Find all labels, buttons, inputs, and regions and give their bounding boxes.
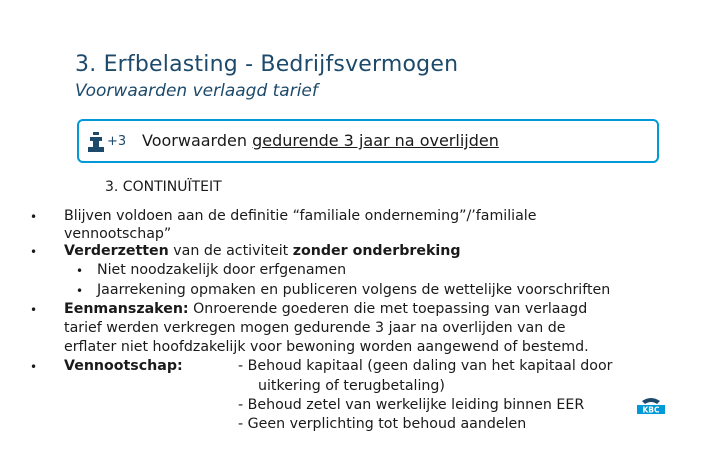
list-item-text: erflater niet hoofdzakelijk voor bewoning worden aangewend of bestemd. bbox=[64, 339, 589, 355]
banner-text-emphasis: gedurende 3 jaar na overlijden bbox=[252, 131, 499, 150]
list-item-text: vennootschap” bbox=[64, 226, 172, 242]
bullet-icon: • bbox=[30, 245, 38, 259]
list-item-keyword: Eenmanszaken: bbox=[64, 301, 189, 317]
sub-list-item-text: Niet noodzakelijk door erfgenamen bbox=[97, 262, 347, 278]
list-item-text: Blijven voldoen aan de definitie “familiale onderneming”/’familiale bbox=[64, 208, 537, 224]
sub-list-item-text: Jaarrekening opmaken en publiceren volgens de wettelijke voorschriften bbox=[97, 282, 611, 298]
list-item-keyword: zonder onderbreking bbox=[292, 243, 461, 259]
section-heading: 3. CONTINUÏTEIT bbox=[105, 179, 222, 195]
list-item-keyword bbox=[64, 357, 183, 377]
bullet-icon: • bbox=[30, 210, 38, 224]
slide-title: 3. Erfbelasting - Bedrijfsvermogen bbox=[75, 52, 459, 77]
list-item-keyword-text: Vennootschap: bbox=[64, 358, 183, 374]
list-item-mid: van de activiteit bbox=[168, 243, 293, 259]
list-item-rest: Onroerende goederen die met toepassing van verlaagd bbox=[188, 301, 588, 317]
sub-bullet-icon: • bbox=[76, 264, 84, 278]
list-item-keyword: Verderzetten bbox=[64, 243, 169, 259]
list-item-text: - Behoud kapitaal (geen daling van het kapitaal door bbox=[238, 358, 613, 374]
bullet-icon: • bbox=[30, 360, 38, 374]
sub-bullet-icon: • bbox=[76, 284, 84, 298]
list-item-text bbox=[64, 242, 461, 262]
conditions-banner bbox=[77, 119, 659, 163]
list-item-text bbox=[64, 300, 587, 320]
slide-subtitle: Voorwaarden verlaagd tarief bbox=[75, 81, 318, 101]
plus-three-years-icon bbox=[87, 131, 127, 153]
list-item-text: - Geen verplichting tot behoud aandelen bbox=[238, 416, 527, 432]
bullet-icon: • bbox=[30, 303, 38, 317]
kbc-logo bbox=[636, 397, 666, 415]
banner-text bbox=[142, 131, 499, 150]
list-item-text: uitkering of terugbetaling) bbox=[258, 378, 445, 394]
list-item-text: - Behoud zetel van werkelijke leiding binnen EER bbox=[238, 397, 585, 413]
kbc-logo-text: KBC bbox=[642, 405, 660, 415]
list-item-text: tarief werden verkregen mogen gedurende 3 jaar na overlijden van de bbox=[64, 320, 566, 336]
plus-three-label: +3 bbox=[107, 134, 127, 149]
banner-text-plain: Voorwaarden bbox=[142, 131, 253, 150]
